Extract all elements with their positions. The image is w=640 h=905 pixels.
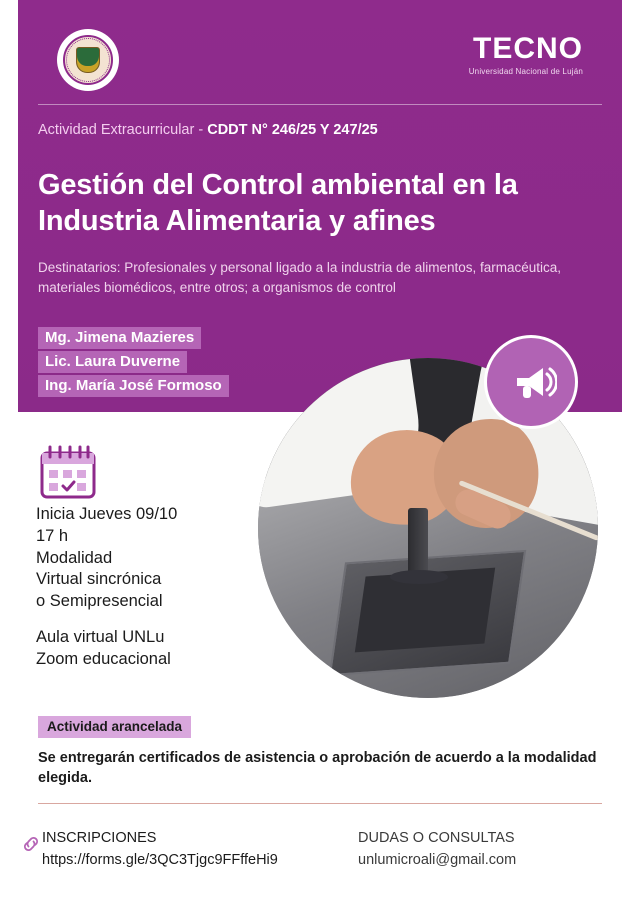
photo-stand bbox=[408, 508, 428, 578]
header-divider bbox=[38, 104, 602, 105]
inscriptions-link[interactable]: https://forms.gle/3QC3Tjgc9FFffeHi9 bbox=[42, 851, 278, 868]
platform-classroom: Aula virtual UNLu bbox=[36, 627, 165, 646]
megaphone-icon bbox=[484, 335, 578, 429]
page-title: Gestión del Control ambiental en la Industria Alimentaria y afines bbox=[38, 169, 518, 237]
speaker-name: Mg. Jimena Mazieres bbox=[38, 327, 201, 349]
list-item bbox=[38, 375, 229, 399]
crest-ring bbox=[66, 38, 110, 82]
footer-divider bbox=[38, 803, 602, 804]
unlu-crest-logo bbox=[57, 29, 119, 91]
modality-label: Modalidad bbox=[36, 548, 113, 567]
platform-zoom: Zoom educacional bbox=[36, 649, 171, 668]
modality-option-1: Virtual sincrónica bbox=[36, 570, 162, 589]
list-item bbox=[38, 327, 229, 351]
tecno-brand bbox=[469, 34, 583, 76]
schedule-time: 17 h bbox=[36, 526, 69, 545]
inscriptions-label: INSCRIPCIONES bbox=[42, 830, 157, 846]
questions-email[interactable]: unlumicroali@gmail.com bbox=[358, 851, 517, 868]
spacer bbox=[36, 613, 251, 627]
tecno-brand-main: TECNO bbox=[473, 32, 583, 65]
speaker-name: Ing. María José Formoso bbox=[38, 375, 229, 397]
left-margin bbox=[0, 0, 18, 905]
speakers-list bbox=[38, 327, 229, 399]
audience-text: Destinatarios: Profesionales y personal ligado a la industria de alimentos, farmacéutica, materiales biomédicos, entre otros; a organismos de control bbox=[38, 260, 562, 295]
activity-kicker-code: CDDT N° 246/25 Y 247/25 bbox=[207, 122, 378, 138]
activity-kicker bbox=[38, 122, 608, 138]
link-icon bbox=[20, 833, 42, 855]
calendar-icon bbox=[38, 443, 98, 501]
activity-kicker-prefix: Actividad Extracurricular - bbox=[38, 122, 208, 138]
schedule-start: Inicia Jueves 09/10 bbox=[36, 505, 178, 523]
tecno-brand-sub: Universidad Nacional de Luján bbox=[468, 67, 583, 76]
certificate-text: Se entregarán certificados de asistencia o aprobación de acuerdo a la modalidad elegida. bbox=[38, 750, 597, 787]
photo-stand-base bbox=[390, 570, 448, 584]
list-item bbox=[38, 351, 229, 375]
schedule-block bbox=[36, 504, 251, 670]
right-margin bbox=[622, 0, 640, 905]
crest-shield bbox=[63, 35, 113, 85]
modality-option-2: o Semipresencial bbox=[36, 592, 163, 611]
questions-block bbox=[358, 828, 618, 872]
status-badge: Actividad arancelada bbox=[38, 716, 191, 738]
inscriptions-block bbox=[42, 828, 342, 872]
questions-label: DUDAS O CONSULTAS bbox=[358, 830, 515, 846]
speaker-name: Lic. Laura Duverne bbox=[38, 351, 187, 373]
